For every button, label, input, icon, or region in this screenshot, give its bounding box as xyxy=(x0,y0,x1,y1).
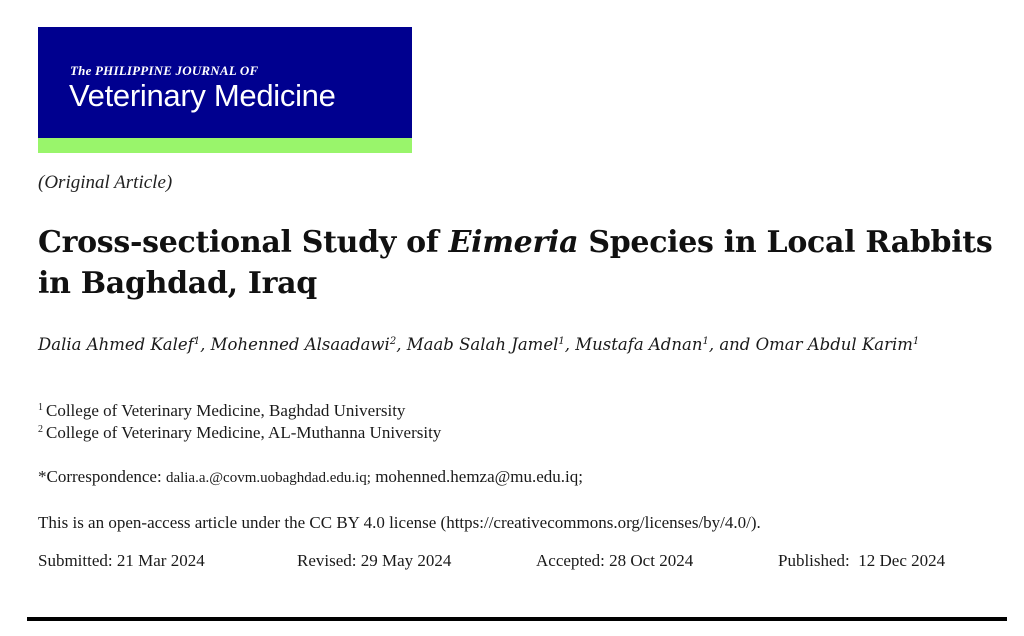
author-affil-marker: 2 xyxy=(389,336,397,347)
title-prefix: Cross-sectional Study of xyxy=(38,225,449,260)
logo-banner xyxy=(38,27,412,138)
author-affil-marker: 1 xyxy=(702,336,709,347)
license-statement: This is an open-access article under the CC BY 4.0 license (https://creativecommons.org/licenses/by/4.0/). xyxy=(38,513,761,532)
affiliation: $^1$ College of Veterinary Medicine, Baghdad University xyxy=(38,401,406,420)
author: Omar Abdul Karim$^1$ xyxy=(755,335,920,354)
date-submitted: Submitted: 21 Mar 2024 xyxy=(38,551,205,570)
affiliation-list xyxy=(38,400,441,444)
header-divider-rule xyxy=(27,617,1007,621)
article-type: (Original Article) xyxy=(38,172,173,193)
author: Mohenned Alsaadawi$^2$ xyxy=(210,335,397,354)
title-italic-genus: Eimeria xyxy=(448,225,579,260)
correspondence xyxy=(38,467,583,487)
correspondence-label: *Correspondence: xyxy=(38,467,166,486)
author-affil-marker: 1 xyxy=(912,336,920,347)
affiliation: $^2$ College of Veterinary Medicine, AL-Muthanna University xyxy=(38,423,442,442)
author-affil-marker: 1 xyxy=(193,336,201,347)
title-suffix: Species in Local Rabbits in Baghdad, Iraq xyxy=(38,225,993,301)
author: Dalia Ahmed Kalef$^1$ xyxy=(38,335,201,354)
date-revised: Revised: 29 May 2024 xyxy=(297,551,452,570)
journal-logo xyxy=(38,27,412,153)
date-accepted: Accepted: 28 Oct 2024 xyxy=(536,551,694,570)
logo-stripe xyxy=(38,138,412,153)
correspondence-email-link[interactable]: mohenned.hemza@mu.edu.iq; xyxy=(370,467,583,486)
date-published: Published: 12 Dec 2024 xyxy=(778,551,946,570)
author-list: Dalia Ahmed Kalef$^1$, Mohenned Alsaadawi$^2$, Maab Salah Jamel$^1$, Mustafa Adnan$^1$, and Omar Abdul Karim$^1$ xyxy=(38,335,920,354)
correspondence-email-link[interactable]: dalia.a.@covm.uobaghdad.edu.iq; xyxy=(165,470,371,486)
author-affil-marker: 1 xyxy=(558,336,565,347)
article-title xyxy=(38,222,998,304)
logo-small-title: The PHILIPPINE JOURNAL OF xyxy=(70,63,259,78)
author: Maab Salah Jamel$^1$ xyxy=(406,335,565,354)
author: Mustafa Adnan$^1$ xyxy=(575,335,709,354)
logo-journal-name: Veterinary Medicine xyxy=(69,78,336,113)
